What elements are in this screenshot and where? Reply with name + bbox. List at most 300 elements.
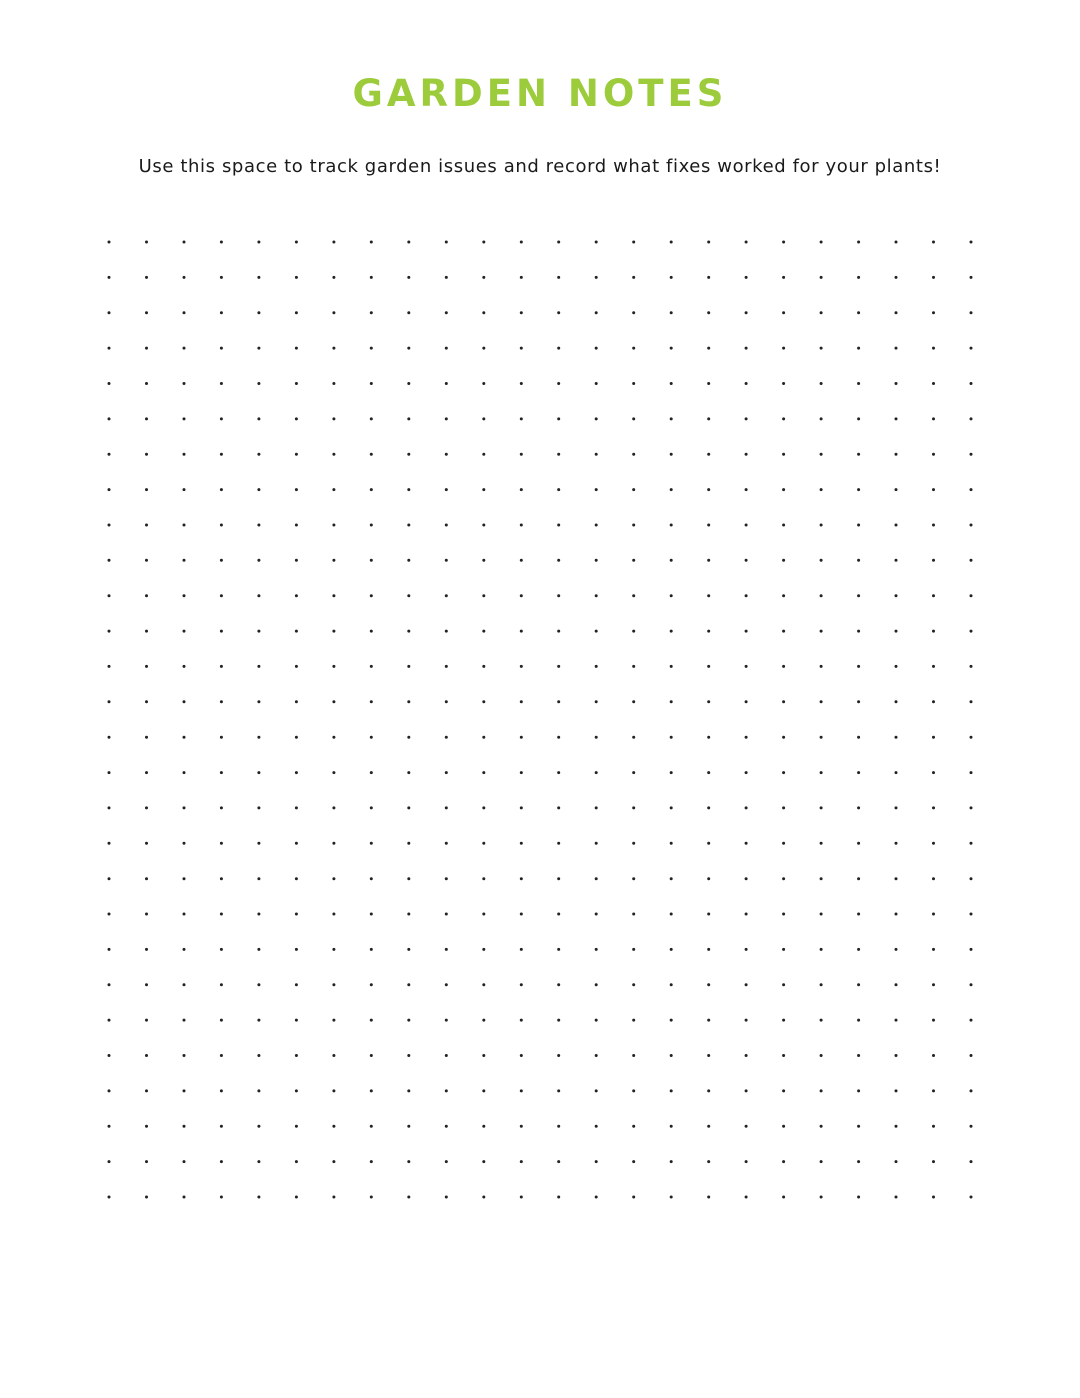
grid-dot — [407, 382, 410, 385]
grid-dot — [220, 771, 223, 774]
grid-dot — [745, 736, 748, 739]
grid-dot — [145, 1196, 148, 1199]
grid-dot — [257, 382, 260, 385]
grid-dot — [782, 241, 785, 244]
grid-dot — [707, 382, 710, 385]
grid-dot — [445, 806, 448, 809]
grid-dot — [445, 241, 448, 244]
grid-dot — [632, 665, 635, 668]
grid-dot — [520, 983, 523, 986]
grid-dot — [295, 1125, 298, 1128]
grid-dot — [745, 276, 748, 279]
grid-dot — [407, 806, 410, 809]
grid-dot — [482, 842, 485, 845]
grid-dot — [370, 700, 373, 703]
grid-dot — [482, 311, 485, 314]
grid-dot — [445, 736, 448, 739]
grid-dot — [295, 311, 298, 314]
grid-dot — [183, 1160, 186, 1163]
grid-dot — [895, 241, 898, 244]
grid-dot — [932, 877, 935, 880]
grid-dot — [183, 736, 186, 739]
grid-dot — [932, 417, 935, 420]
grid-dot — [782, 1019, 785, 1022]
grid-dot — [670, 806, 673, 809]
grid-dot — [707, 736, 710, 739]
grid-dot — [782, 771, 785, 774]
grid-dot — [108, 1054, 111, 1057]
grid-dot — [370, 771, 373, 774]
grid-dot — [220, 241, 223, 244]
grid-dot — [108, 311, 111, 314]
grid-dot — [108, 594, 111, 597]
grid-dot — [970, 382, 973, 385]
grid-dot — [183, 1125, 186, 1128]
grid-dot — [108, 559, 111, 562]
grid-dot — [632, 382, 635, 385]
grid-dot — [595, 771, 598, 774]
grid-dot — [220, 382, 223, 385]
grid-dot — [520, 1089, 523, 1092]
grid-dot — [482, 1125, 485, 1128]
grid-dot — [332, 1160, 335, 1163]
grid-dot — [595, 382, 598, 385]
grid-dot — [520, 594, 523, 597]
grid-dot — [895, 842, 898, 845]
grid-dot — [707, 559, 710, 562]
grid-dot — [370, 1089, 373, 1092]
grid-dot — [295, 453, 298, 456]
grid-dot — [670, 382, 673, 385]
grid-dot — [295, 594, 298, 597]
grid-dot — [745, 524, 748, 527]
grid-dot — [482, 559, 485, 562]
grid-dot — [595, 948, 598, 951]
grid-dot — [145, 700, 148, 703]
grid-dot — [707, 1125, 710, 1128]
grid-dot — [970, 913, 973, 916]
grid-dot — [820, 488, 823, 491]
grid-dot — [407, 488, 410, 491]
grid-dot — [183, 842, 186, 845]
grid-dot — [445, 1196, 448, 1199]
grid-dot — [857, 948, 860, 951]
grid-dot — [932, 311, 935, 314]
grid-dot — [745, 1054, 748, 1057]
grid-dot — [970, 488, 973, 491]
grid-dot — [445, 382, 448, 385]
grid-dot — [257, 559, 260, 562]
grid-dot — [482, 524, 485, 527]
grid-dot — [932, 630, 935, 633]
grid-dot — [407, 1054, 410, 1057]
grid-dot — [108, 347, 111, 350]
grid-dot — [820, 594, 823, 597]
grid-dot — [145, 347, 148, 350]
grid-dot — [183, 453, 186, 456]
grid-dot — [332, 1089, 335, 1092]
grid-dot — [407, 241, 410, 244]
grid-dot — [595, 700, 598, 703]
grid-dot — [932, 1160, 935, 1163]
grid-dot — [257, 1019, 260, 1022]
grid-dot — [970, 1160, 973, 1163]
grid-dot — [220, 700, 223, 703]
grid-dot — [183, 1019, 186, 1022]
grid-dot — [370, 1054, 373, 1057]
grid-dot — [670, 559, 673, 562]
grid-dot — [632, 311, 635, 314]
grid-dot — [332, 665, 335, 668]
grid-dot — [145, 877, 148, 880]
grid-dot — [407, 594, 410, 597]
grid-dot — [108, 488, 111, 491]
grid-dot — [407, 665, 410, 668]
grid-dot — [295, 877, 298, 880]
grid-dot — [145, 913, 148, 916]
grid-dot — [782, 488, 785, 491]
grid-dot — [857, 241, 860, 244]
grid-dot — [707, 842, 710, 845]
grid-dot — [632, 1160, 635, 1163]
grid-dot — [445, 983, 448, 986]
grid-dot — [145, 524, 148, 527]
grid-dot — [557, 1089, 560, 1092]
grid-dot — [407, 630, 410, 633]
grid-dot — [895, 877, 898, 880]
grid-dot — [557, 736, 560, 739]
grid-dot — [220, 559, 223, 562]
grid-dot — [820, 736, 823, 739]
grid-dot — [183, 700, 186, 703]
grid-dot — [370, 1196, 373, 1199]
grid-dot — [782, 665, 785, 668]
grid-dot — [707, 276, 710, 279]
grid-dot — [782, 842, 785, 845]
grid-dot — [257, 594, 260, 597]
grid-dot — [520, 1125, 523, 1128]
grid-dot — [295, 276, 298, 279]
grid-dot — [782, 417, 785, 420]
grid-dot — [257, 524, 260, 527]
grid-dot — [220, 1160, 223, 1163]
grid-dot — [183, 276, 186, 279]
grid-dot — [595, 241, 598, 244]
grid-dot — [557, 347, 560, 350]
grid-dot — [445, 417, 448, 420]
grid-dot — [332, 559, 335, 562]
grid-dot — [782, 311, 785, 314]
grid-dot — [520, 948, 523, 951]
grid-dot — [895, 559, 898, 562]
grid-dot — [782, 594, 785, 597]
grid-dot — [745, 1089, 748, 1092]
grid-dot — [407, 700, 410, 703]
grid-dot — [595, 806, 598, 809]
grid-dot — [632, 1054, 635, 1057]
grid-dot — [520, 913, 523, 916]
grid-dot — [370, 311, 373, 314]
grid-dot — [782, 276, 785, 279]
grid-dot — [295, 241, 298, 244]
grid-dot — [520, 877, 523, 880]
grid-dot — [407, 842, 410, 845]
grid-dot — [857, 806, 860, 809]
grid-dot — [295, 771, 298, 774]
grid-dot — [295, 559, 298, 562]
grid-dot — [257, 736, 260, 739]
grid-dot — [932, 948, 935, 951]
grid-dot — [932, 1019, 935, 1022]
grid-dot — [257, 913, 260, 916]
grid-dot — [895, 382, 898, 385]
grid-dot — [370, 948, 373, 951]
grid-dot — [445, 453, 448, 456]
grid-dot — [445, 347, 448, 350]
grid-dot — [332, 1054, 335, 1057]
grid-dot — [782, 1089, 785, 1092]
grid-dot — [257, 1054, 260, 1057]
grid-dot — [220, 1054, 223, 1057]
grid-dot — [295, 913, 298, 916]
grid-dot — [332, 311, 335, 314]
grid-dot — [332, 983, 335, 986]
grid-dot — [932, 559, 935, 562]
grid-dot — [670, 948, 673, 951]
grid-dot — [220, 983, 223, 986]
grid-dot — [595, 983, 598, 986]
grid-dot — [482, 948, 485, 951]
grid-dot — [370, 877, 373, 880]
grid-dot — [670, 771, 673, 774]
grid-dot — [595, 630, 598, 633]
grid-dot — [445, 524, 448, 527]
grid-dot — [145, 311, 148, 314]
grid-dot — [108, 417, 111, 420]
grid-dot — [857, 417, 860, 420]
grid-dot — [932, 241, 935, 244]
grid-dot — [183, 1196, 186, 1199]
grid-dot — [895, 1019, 898, 1022]
grid-dot — [482, 771, 485, 774]
grid-dot — [895, 983, 898, 986]
grid-dot — [220, 453, 223, 456]
grid-dot — [857, 488, 860, 491]
grid-dot — [295, 417, 298, 420]
grid-dot — [632, 241, 635, 244]
grid-dot — [970, 276, 973, 279]
grid-dot — [707, 1160, 710, 1163]
grid-dot — [407, 771, 410, 774]
grid-dot — [257, 877, 260, 880]
grid-dot — [108, 700, 111, 703]
page-subtitle: Use this space to track garden issues and record what fixes worked for your plants! — [138, 156, 942, 177]
grid-dot — [970, 877, 973, 880]
grid-dot — [820, 630, 823, 633]
grid-dot — [932, 842, 935, 845]
grid-dot — [707, 1019, 710, 1022]
grid-dot — [220, 1089, 223, 1092]
grid-dot — [332, 700, 335, 703]
grid-dot — [932, 524, 935, 527]
grid-dot — [632, 453, 635, 456]
grid-dot — [632, 524, 635, 527]
grid-dot — [145, 417, 148, 420]
grid-dot — [145, 276, 148, 279]
grid-dot — [520, 311, 523, 314]
grid-dot — [370, 913, 373, 916]
grid-dot — [782, 1054, 785, 1057]
grid-dot — [632, 630, 635, 633]
grid-dot — [220, 276, 223, 279]
grid-dot — [820, 877, 823, 880]
grid-dot — [332, 806, 335, 809]
grid-dot — [670, 700, 673, 703]
grid-dot — [895, 771, 898, 774]
grid-dot — [520, 559, 523, 562]
grid-dot — [145, 771, 148, 774]
grid-dot — [108, 806, 111, 809]
grid-dot — [857, 347, 860, 350]
grid-dot — [745, 311, 748, 314]
grid-dot — [595, 842, 598, 845]
grid-dot — [670, 524, 673, 527]
grid-dot — [632, 1196, 635, 1199]
grid-dot — [295, 948, 298, 951]
grid-dot — [407, 276, 410, 279]
grid-dot — [257, 1160, 260, 1163]
grid-dot — [632, 1089, 635, 1092]
grid-dot — [257, 771, 260, 774]
grid-dot — [482, 1054, 485, 1057]
grid-dot — [370, 806, 373, 809]
grid-dot — [820, 1089, 823, 1092]
grid-dot — [445, 1160, 448, 1163]
grid-dot — [820, 417, 823, 420]
grid-dot — [707, 1196, 710, 1199]
grid-dot — [632, 842, 635, 845]
grid-dot — [895, 311, 898, 314]
grid-dot — [707, 700, 710, 703]
grid-dot — [183, 417, 186, 420]
grid-dot — [108, 1196, 111, 1199]
grid-dot — [482, 276, 485, 279]
grid-dot — [820, 948, 823, 951]
grid-dot — [332, 1196, 335, 1199]
grid-dot — [445, 559, 448, 562]
grid-dot — [220, 948, 223, 951]
grid-dot — [970, 948, 973, 951]
grid-dot — [370, 559, 373, 562]
grid-dot — [895, 700, 898, 703]
grid-dot — [295, 1054, 298, 1057]
grid-dot — [220, 736, 223, 739]
grid-dot — [482, 488, 485, 491]
grid-dot — [332, 488, 335, 491]
grid-dot — [745, 665, 748, 668]
grid-dot — [820, 700, 823, 703]
grid-dot — [145, 559, 148, 562]
grid-dot — [782, 1196, 785, 1199]
grid-dot — [857, 311, 860, 314]
grid-dot — [332, 842, 335, 845]
grid-dot — [332, 771, 335, 774]
grid-dot — [520, 347, 523, 350]
grid-dot — [745, 417, 748, 420]
grid-dot — [782, 913, 785, 916]
grid-dot — [895, 630, 898, 633]
grid-dot — [183, 347, 186, 350]
grid-dot — [745, 913, 748, 916]
grid-dot — [295, 983, 298, 986]
grid-dot — [557, 382, 560, 385]
grid-dot — [332, 347, 335, 350]
grid-dot — [370, 983, 373, 986]
grid-dot — [407, 1196, 410, 1199]
grid-dot — [595, 913, 598, 916]
grid-dot — [220, 1196, 223, 1199]
grid-dot — [407, 877, 410, 880]
grid-dot — [595, 453, 598, 456]
grid-dot — [108, 241, 111, 244]
grid-dot — [370, 665, 373, 668]
grid-dot — [220, 347, 223, 350]
grid-dot — [970, 983, 973, 986]
grid-dot — [482, 736, 485, 739]
grid-dot — [407, 1160, 410, 1163]
grid-dot — [108, 842, 111, 845]
grid-dot — [520, 524, 523, 527]
grid-dot — [445, 594, 448, 597]
grid-dot — [932, 1089, 935, 1092]
grid-dot — [557, 311, 560, 314]
grid-dot — [108, 665, 111, 668]
grid-dot — [183, 594, 186, 597]
grid-dot — [820, 1196, 823, 1199]
grid-dot — [820, 806, 823, 809]
grid-dot — [670, 842, 673, 845]
grid-dot — [670, 488, 673, 491]
grid-dot — [257, 241, 260, 244]
grid-dot — [370, 347, 373, 350]
grid-dot — [145, 1054, 148, 1057]
grid-dot — [970, 630, 973, 633]
grid-dot — [782, 382, 785, 385]
grid-dot — [745, 488, 748, 491]
grid-dot — [632, 276, 635, 279]
grid-dot — [895, 1125, 898, 1128]
grid-dot — [220, 488, 223, 491]
grid-dot — [820, 311, 823, 314]
grid-dot — [482, 1196, 485, 1199]
grid-dot — [857, 771, 860, 774]
grid-dot — [632, 559, 635, 562]
grid-dot — [482, 453, 485, 456]
grid-dot — [857, 736, 860, 739]
grid-dot — [445, 311, 448, 314]
grid-dot — [595, 417, 598, 420]
grid-dot — [295, 736, 298, 739]
grid-dot — [257, 488, 260, 491]
grid-dot — [707, 488, 710, 491]
grid-dot — [707, 983, 710, 986]
grid-dot — [557, 488, 560, 491]
grid-dot — [370, 276, 373, 279]
grid-dot — [895, 1054, 898, 1057]
grid-dot — [557, 417, 560, 420]
grid-dot — [595, 1054, 598, 1057]
grid-dot — [482, 347, 485, 350]
